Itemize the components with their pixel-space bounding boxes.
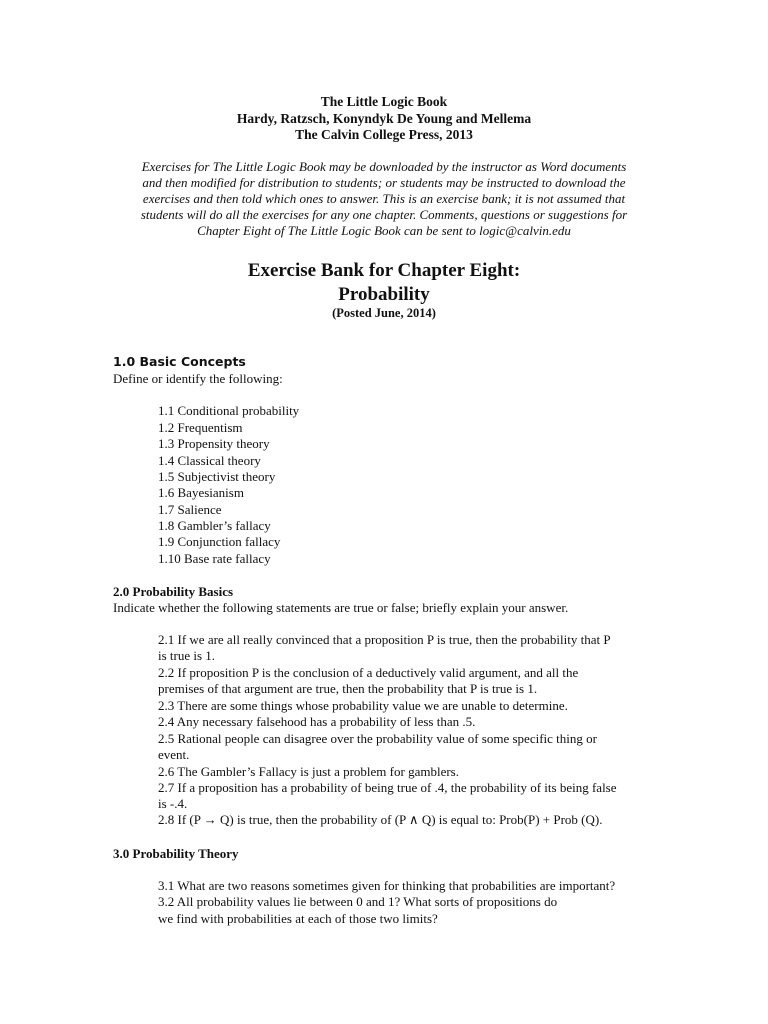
list-item: 1.9 Conjunction fallacy [158,534,281,549]
list-item: 1.4 Classical theory [158,453,261,468]
section-heading: 2.0 Probability Basics [113,584,234,599]
list-item-continuation: is true is 1. [158,648,216,663]
section-instruction: Define or identify the following: [113,371,283,386]
list-item: 2.1 If we are all really convinced that a proposition P is true, then the probability that P [158,632,611,647]
chapter-title: Exercise Bank for Chapter Eight: [247,260,521,281]
list-item-continuation: event. [158,747,190,762]
list-item: 2.6 The Gambler’s Fallacy is just a problem for gamblers. [158,764,459,779]
list-item: 1.8 Gambler’s fallacy [158,518,271,533]
list-item: 2.4 Any necessary falsehood has a probability of less than .5. [158,714,476,729]
list-item: 1.7 Salience [158,502,222,517]
list-item: 2.3 There are some things whose probability value we are unable to determine. [158,698,568,713]
list-item-continuation: premises of that argument are true, then the probability that P is true is 1. [158,681,538,696]
list-item: 1.6 Bayesianism [158,485,244,500]
section-heading: 1.0 Basic Concepts [113,354,246,369]
publisher-line: The Calvin College Press, 2013 [295,127,473,142]
book-title: The Little Logic Book [320,94,448,109]
intro-line: Exercises for The Little Logic Book may be downloaded by the instructor as Word documents [141,159,627,174]
section-heading: 3.0 Probability Theory [113,846,239,861]
list-item: 1.10 Base rate fallacy [158,551,271,566]
intro-paragraph [118,159,650,239]
list-item: 1.3 Propensity theory [158,436,270,451]
list-item-continuation: we find with probabilities at each of those two limits? [158,911,438,926]
list-item: 2.8 If (P → Q) is true, then the probability of (P ∧ Q) is equal to: Prob(P) + Prob (Q). [158,812,603,827]
list-item: 2.2 If proposition P is the conclusion of a deductively valid argument, and all the [158,665,579,680]
list-item: 1.5 Subjectivist theory [158,469,276,484]
list-item: 1.2 Frequentism [158,420,243,435]
list-item: 2.7 If a proposition has a probability of being true of .4, the probability of its being false [158,780,617,795]
list-item: 1.1 Conditional probability [158,403,300,418]
chapter-subtitle: Probability [338,284,430,305]
posted-date: (Posted June, 2014) [332,306,436,320]
section-instruction: Indicate whether the following statements are true or false; briefly explain your answer. [113,600,569,615]
intro-line: students will do all the exercises for any one chapter. Comments, questions or suggestions for [140,207,628,222]
list-item: 3.2 All probability values lie between 0 and 1? What sorts of propositions do [158,894,558,909]
list-item-continuation: is -.4. [158,796,188,811]
list-item: 2.5 Rational people can disagree over the probability value of some specific thing or [158,731,597,746]
authors-line: Hardy, Ratzsch, Konyndyk De Young and Mellema [236,111,532,126]
intro-line: exercises and then told which ones to answer. This is an exercise bank; it is not assumed that [142,191,626,206]
intro-line: Chapter Eight of The Little Logic Book can be sent to logic@calvin.edu [197,223,571,238]
list-item: 3.1 What are two reasons sometimes given for thinking that probabilities are important? [158,878,616,893]
intro-line: and then modified for distribution to students; or students may be instructed to download the [142,175,626,190]
